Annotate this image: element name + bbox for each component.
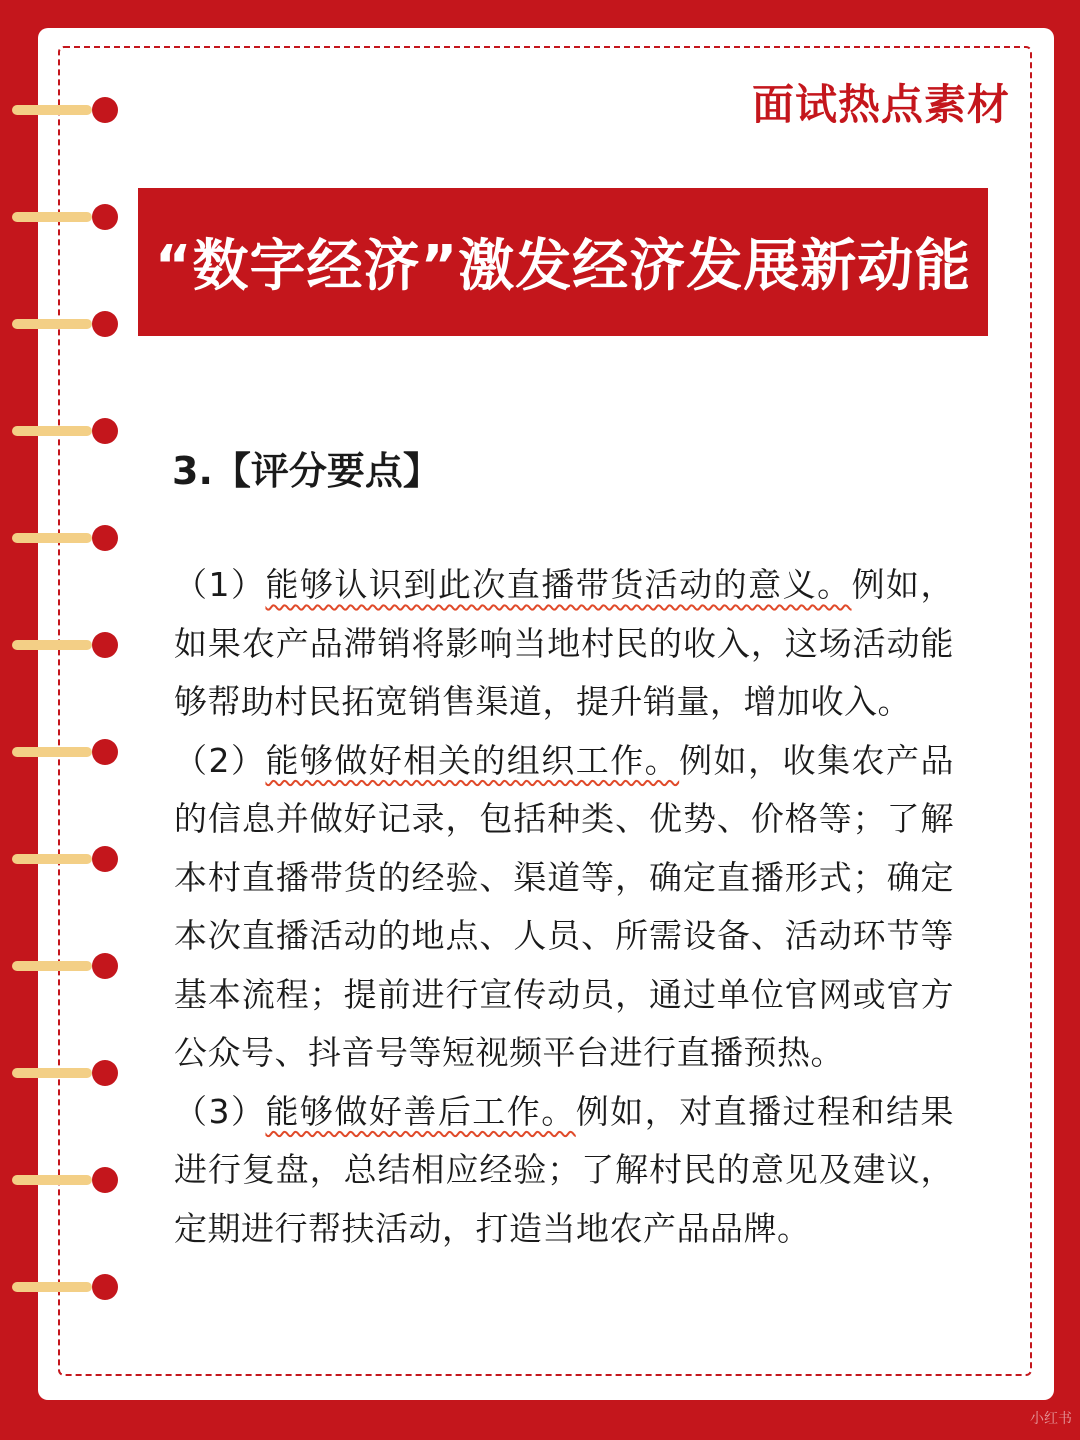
point-body: 例如，对直播过程和结果进行复盘，总结相应经验；了解村民的意见及建议，定期进行帮扶活动，打造当地农产品品牌。 (174, 1091, 955, 1248)
binder-ring-icon (12, 737, 112, 767)
point-paragraph (174, 556, 954, 732)
point-highlight: 能够做好善后工作。 (265, 1091, 576, 1131)
point-paragraph (174, 1083, 954, 1259)
binder-ring-icon (12, 1165, 112, 1195)
corner-label: 面试热点素材 (751, 80, 1010, 129)
point-highlight: 能够做好相关的组织工作。 (265, 740, 680, 780)
binder-ring-icon (12, 951, 112, 981)
page-title: “数字经济”激发经济发展新动能 (154, 234, 972, 299)
point-index: （1） (174, 565, 266, 604)
binder-ring-icon (12, 630, 112, 660)
watermark: 小红书 (1030, 1411, 1072, 1427)
section-heading: 3.【评分要点】 (172, 449, 441, 493)
binder-ring-icon (12, 202, 112, 232)
point-index: （3） (174, 1091, 266, 1131)
binder-ring-icon (12, 309, 112, 339)
point-highlight: 能够认识到此次直播带货活动的意义。 (265, 565, 852, 604)
point-paragraph (174, 732, 954, 1083)
binder-ring-icon (12, 523, 112, 553)
point-body: 例如，如果农产品滞销将影响当地村民的收入，这场活动能够帮助村民拓宽销售渠道，提升销量，增加收入。 (174, 565, 955, 721)
point-body: 例如，收集农产品的信息并做好记录，包括种类、优势、价格等；了解本村直播带货的经验、渠道等，确定直播形式；确定本次直播活动的地点、人员、所需设备、活动环节等基本流程；提前进行宣传动员，通过单位官网或官方公众号、抖音号等短视频平台进行直播预热。 (174, 740, 955, 1072)
point-index: （2） (174, 740, 266, 780)
binder-ring-icon (12, 1058, 112, 1088)
title-banner (138, 188, 988, 336)
scoring-points (174, 556, 954, 1258)
binder-ring-icon (12, 844, 112, 874)
binder-ring-icon (12, 1272, 112, 1302)
binder-ring-icon (12, 416, 112, 446)
binder-ring-icon (12, 95, 112, 125)
